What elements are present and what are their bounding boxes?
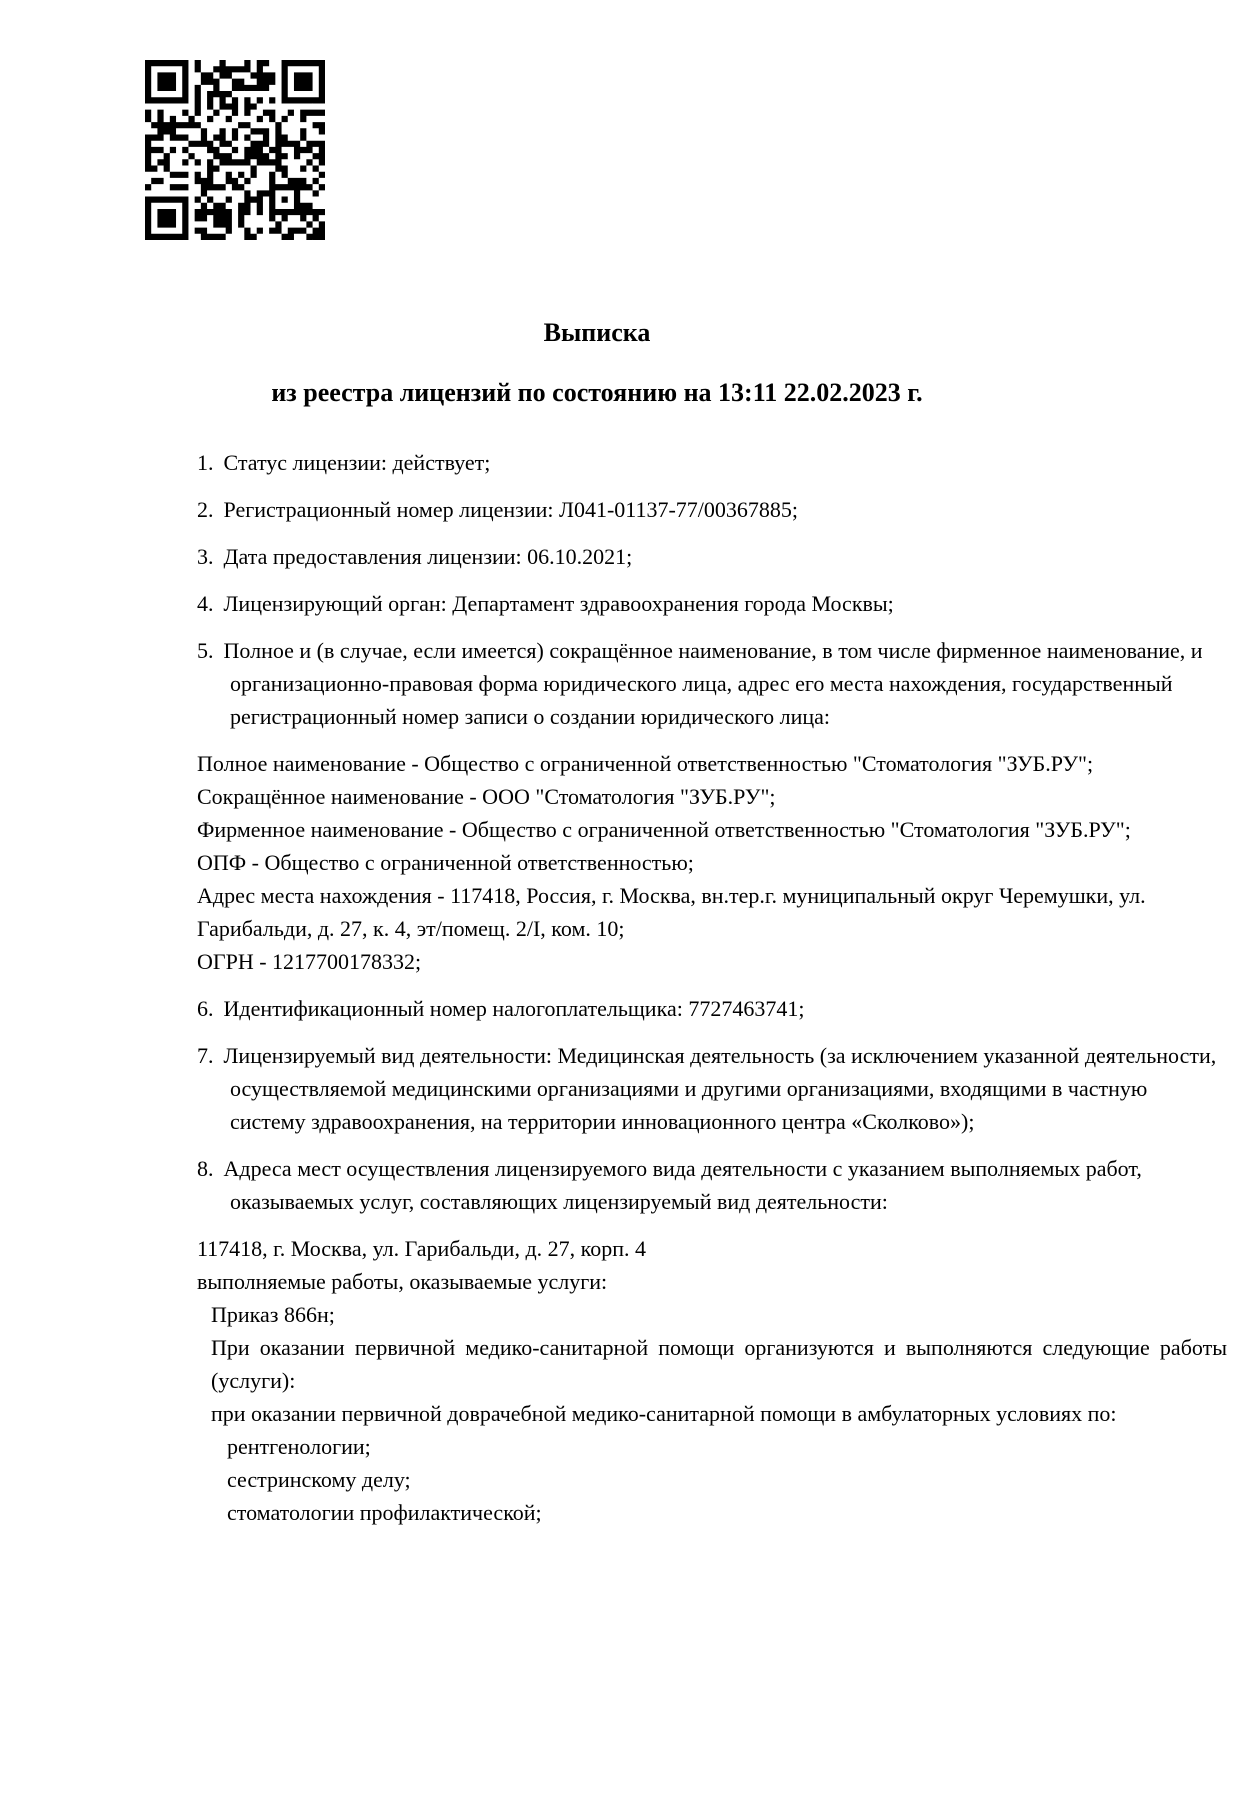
org-ogrn: ОГРН - 1217700178332; — [197, 949, 422, 974]
document-header — [0, 316, 1241, 410]
list-item-inn — [197, 992, 1227, 1025]
qr-code-image — [145, 60, 325, 240]
service-item-nursing: сестринскому делу; — [227, 1467, 411, 1492]
activity-address: 117418, г. Москва, ул. Гарибальди, д. 27, корп. 4 — [197, 1236, 646, 1261]
item-number: 7. — [197, 1043, 214, 1068]
org-short-name: Сокращённое наименование - ООО "Стоматология "ЗУБ.РУ"; — [197, 784, 776, 809]
org-full-name: Полное наименование - Общество с ограниченной ответственностью "Стоматология "ЗУБ.РУ"; — [197, 751, 1094, 776]
page-title: Выписка — [543, 318, 651, 347]
service-item-radiology: рентгенологии; — [227, 1434, 371, 1459]
list-item-registration-number — [197, 493, 1227, 526]
license-extract-page — [0, 60, 1241, 1815]
item-number: 6. — [197, 996, 214, 1021]
item-text: Дата предоставления лицензии: 06.10.2021; — [223, 544, 633, 569]
pre-doctor-care-paragraph: при оказании первичной доврачебной медико-санитарной помощи в амбулаторных условиях по: — [211, 1401, 1117, 1426]
item-number: 5. — [197, 638, 214, 663]
org-address: Адрес места нахождения - 117418, Россия, г. Москва, вн.тер.г. муниципальный округ Черемушки, ул. Гарибальди, д. 27, к. 4, эт/помещ. 2/I, ком. 10; — [197, 883, 1146, 941]
item-number: 1. — [197, 450, 214, 475]
list-item-activity-addresses — [197, 1152, 1227, 1218]
org-legal-form: ОПФ - Общество с ограниченной ответственностью; — [197, 850, 694, 875]
qr-code — [145, 60, 325, 240]
primary-care-paragraph: При оказании первичной медико-санитарной помощи организуются и выполняются следующие работы (услуги): — [211, 1335, 1227, 1393]
order-reference: Приказ 866н; — [211, 1302, 335, 1327]
works-services-label: выполняемые работы, оказываемые услуги: — [197, 1269, 608, 1294]
list-item-status — [197, 446, 1227, 479]
list-item-licensed-activity — [197, 1039, 1227, 1138]
item-text: Регистрационный номер лицензии: Л041-01137-77/00367885; — [223, 497, 799, 522]
organization-details — [197, 747, 1227, 978]
item-text: Идентификационный номер налогоплательщика: 7727463741; — [223, 996, 805, 1021]
item-text: Полное и (в случае, если имеется) сокращённое наименование, в том числе фирменное наименование, и организационно-правовая форма юридического лица, адрес его места нахождения, государственный регистрационный номер записи о создании юридического лица: — [223, 638, 1203, 729]
item-number: 8. — [197, 1156, 214, 1181]
activity-address-section — [197, 1232, 1227, 1529]
item-text: Лицензируемый вид деятельности: Медицинская деятельность (за исключением указанной деятельности, осуществляемой медицинскими организациями и другими организациями, входящими в частную систему здравоохранения, на территории инновационного центра «Сколково»); — [223, 1043, 1217, 1134]
list-item-licensing-authority — [197, 587, 1227, 620]
item-number: 3. — [197, 544, 214, 569]
list-item-names-and-legal-form — [197, 634, 1227, 733]
item-number: 4. — [197, 591, 214, 616]
list-item-grant-date — [197, 540, 1227, 573]
service-item-preventive-dentistry: стоматологии профилактической; — [227, 1500, 542, 1525]
item-text: Адреса мест осуществления лицензируемого вида деятельности с указанием выполняемых работ, оказываемых услуг, составляющих лицензируемый вид деятельности: — [223, 1156, 1142, 1214]
item-text: Лицензирующий орган: Департамент здравоохранения города Москвы; — [223, 591, 894, 616]
page-subtitle: из реестра лицензий по состоянию на 13:11 22.02.2023 г. — [271, 378, 923, 407]
item-text: Статус лицензии: действует; — [223, 450, 491, 475]
item-number: 2. — [197, 497, 214, 522]
document-body — [197, 446, 1227, 1529]
org-brand-name: Фирменное наименование - Общество с ограниченной ответственностью "Стоматология "ЗУБ.РУ"; — [197, 817, 1131, 842]
